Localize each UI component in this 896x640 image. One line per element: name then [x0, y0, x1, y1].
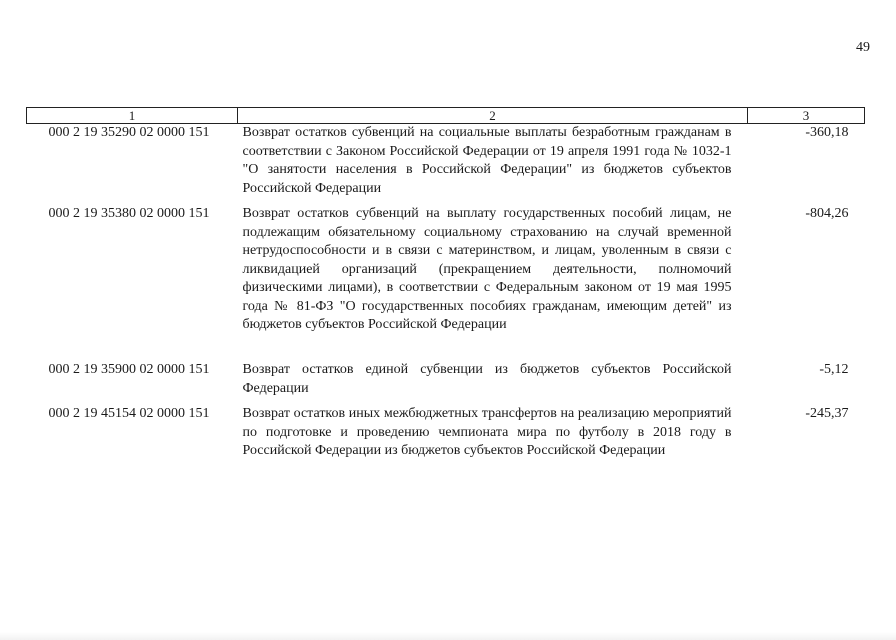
budget-code: 000 2 19 45154 02 0000 151 [48, 406, 210, 421]
table-row [27, 405, 865, 475]
budget-amount: -360,18 [805, 125, 849, 140]
table-row [27, 361, 865, 405]
table-header-row [27, 108, 865, 124]
column-header-1: 1 [27, 108, 238, 124]
page-number: 49 [856, 40, 870, 55]
column-header-3: 3 [748, 108, 865, 124]
column-header-2: 2 [238, 108, 748, 124]
table-row [27, 124, 865, 206]
budget-amount: -245,37 [805, 406, 849, 421]
budget-table [26, 107, 865, 475]
budget-description: Возврат остатков иных межбюджетных трансфертов на реализацию мероприятий по подготовке и проведению чемпионата мира по футболу в 2018 году в Российской Федерации из бюджетов субъектов Российской Федерации [242, 406, 732, 458]
budget-code: 000 2 19 35290 02 0000 151 [48, 125, 210, 140]
budget-description: Возврат остатков субвенций на выплату государственных пособий лицам, не подлежащим обязательному социальному страхованию на случай временной нетрудоспособности и в связи с материнством, и лицам, уволенным в связи с ликвидацией организаций (прекращением деятельности, полномочий физическими лицами), в соответствии с Федеральным законом от 19 мая 1995 года № 81-ФЗ "О государственных пособиях гражданам, имеющим детей" из бюджетов субъектов Российской Федерации [242, 206, 732, 332]
budget-code: 000 2 19 35380 02 0000 151 [48, 206, 210, 221]
budget-description: Возврат остатков субвенций на социальные выплаты безработным гражданам в соответствии с Законом Российской Федерации от 19 апреля 1991 года № 1032-1 "О занятости населения в Российской Федерации" из бюджетов субъектов Российской Федерации [242, 125, 732, 196]
budget-code: 000 2 19 35900 02 0000 151 [48, 362, 210, 377]
budget-amount: -804,26 [805, 206, 849, 221]
scan-edge [0, 632, 896, 640]
table-row [27, 205, 865, 361]
budget-description: Возврат остатков единой субвенции из бюджетов субъектов Российской Федерации [242, 362, 732, 396]
budget-amount: -5,12 [819, 362, 849, 377]
